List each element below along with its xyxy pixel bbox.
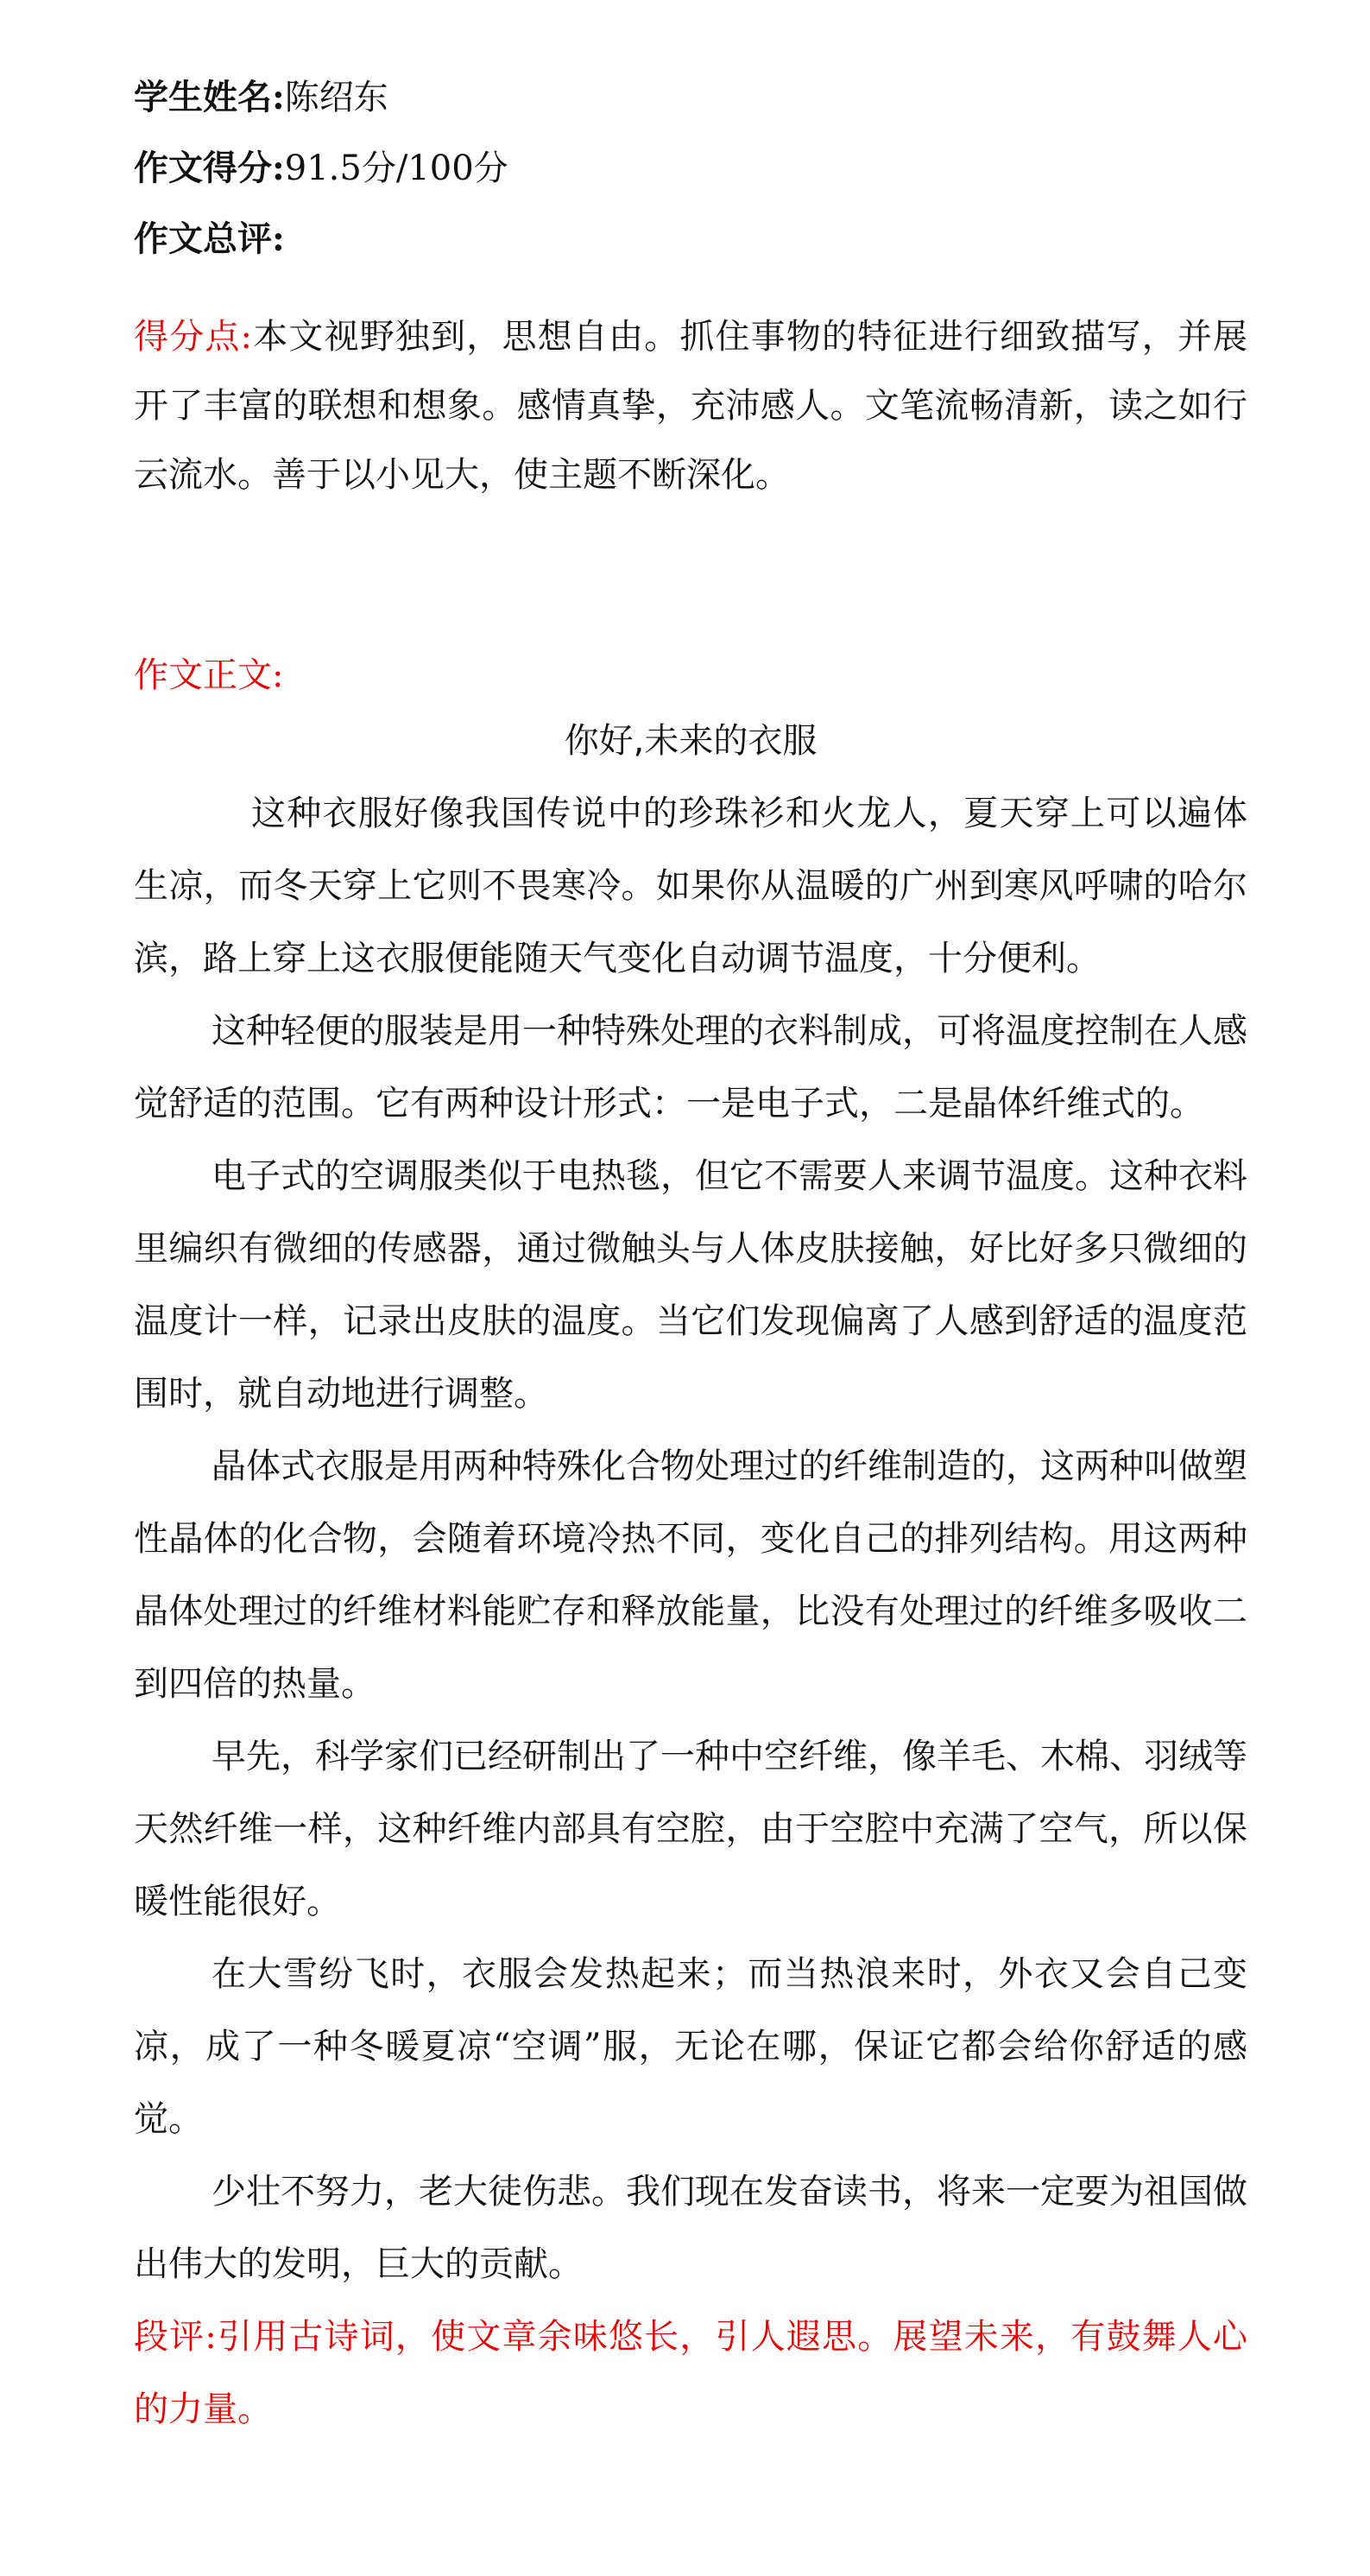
essay-paragraph: 电子式的空调服类似于电热毯，但它不需要人来调节温度。这种衣料里编织有微细的传感器，通过微触头与人体皮肤接触，好比好多只微细的温度计一样，记录出皮肤的温度。当它们发现偏离了人感到舒适的温度范围时，就自动地进行调整。 [134,1156,1247,1414]
score-points-label: 得分点: [134,317,253,357]
student-name-value: 陈绍东 [284,78,388,117]
student-name-line [134,73,1247,123]
essay-paragraph: 这种衣服好像我国传说中的珍珠衫和火龙人，夏天穿上可以遍体生凉，而冬天穿上它则不畏寒冷。如果你从温暖的广州到寒风呼啸的哈尔滨，路上穿上这衣服便能随天气变化自动调节温度，十分便利。 [134,794,1247,978]
essay-paragraph: 这种轻便的服装是用一种特殊处理的衣料制成，可将温度控制在人感觉舒适的范围。它有两种设计形式：一是电子式，二是晶体纤维式的。 [134,1011,1247,1123]
essay-paragraph: 早先，科学家们已经研制出了一种中空纤维，像羊毛、木棉、羽绒等天然纤维一样，这种纤维内部具有空腔，由于空腔中充满了空气，所以保暖性能很好。 [134,1737,1247,1921]
essay-paragraph: 晶体式衣服是用两种特殊化合物处理过的纤维制造的，这两种叫做塑性晶体的化合物，会随着环境冷热不同，变化自己的排列结构。用这两种晶体处理过的纤维材料能贮存和释放能量，比没有处理过的纤维多吸收二到四倍的热量。 [134,1446,1247,1704]
essay-body-label: 作文正文: [134,655,284,695]
score-points-text: 本文视野独到，思想自由。抓住事物的特征进行细致描写，并展开了丰富的联想和想象。感情真挚，充沛感人。文笔流畅清新，读之如行云流水。善于以小见大，使主题不断深化。 [134,317,1247,495]
document-content [134,73,1247,2446]
essay-score-line [134,143,1247,193]
essay-paragraph: 少壮不努力，老大徒伤悲。我们现在发奋读书，将来一定要为祖国做出伟大的发明，巨大的贡献。 [134,2172,1247,2284]
paragraph-comment-text: 引用古诗词，使文章余味悠长，引人遐思。展望未来，有鼓舞人心的力量。 [134,2317,1248,2429]
score-points-block [134,302,1247,510]
essay-score-value: 91.5分/100分 [284,149,508,188]
overall-review-line [134,214,1247,264]
essay-paragraph: 在大雪纷飞时，衣服会发热起来；而当热浪来时，外衣又会自己变凉，成了一种冬暖夏凉“空调”服，无论在哪，保证它都会给你舒适的感觉。 [134,1954,1247,2139]
overall-review-label: 作文总评: [134,218,285,259]
student-name-label: 学生姓名: [134,77,285,117]
essay-score-label: 作文得分: [134,148,285,188]
paragraph-comment-label: 段评: [134,2317,217,2357]
paragraph-comment-block [134,2301,1247,2446]
essay-title: 你好,未来的衣服 [564,721,818,761]
